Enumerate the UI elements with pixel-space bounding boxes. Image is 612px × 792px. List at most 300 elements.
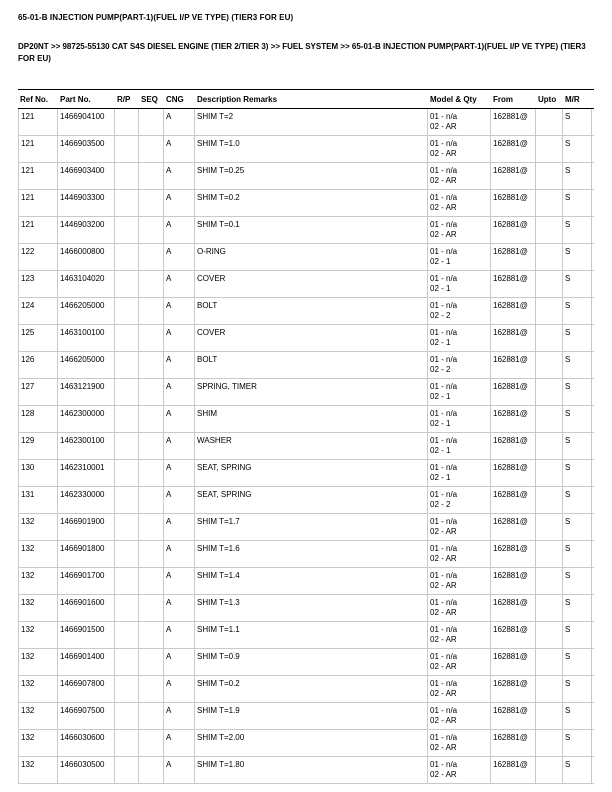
model-qty-line: 02 - AR (430, 770, 457, 780)
cell-seq (139, 514, 164, 540)
cell-description: SHIM T=1.80 (195, 757, 428, 783)
cell-description: SHIM T=1.4 (195, 568, 428, 594)
cell-ref-no: 124 (18, 298, 58, 324)
cell-model-qty (428, 487, 491, 513)
table-body (18, 109, 594, 784)
cell-part-no: 1466901400 (58, 649, 115, 675)
cell-cng: A (164, 460, 195, 486)
cell-ref-no: 121 (18, 136, 58, 162)
model-qty-line: 01 - n/a (430, 139, 458, 148)
cell-from: 162881@ (491, 487, 536, 513)
cell-description: COVER (195, 325, 428, 351)
model-qty-line: 01 - n/a (430, 679, 458, 688)
cell-part-no: 1463100100 (58, 325, 115, 351)
cell-model-qty (428, 271, 491, 297)
cell-seq (139, 244, 164, 270)
cell-model-qty (428, 217, 491, 243)
model-qty-line: 01 - n/a (430, 247, 458, 256)
cell-rp (115, 568, 139, 594)
cell-seq (139, 595, 164, 621)
cell-cng: A (164, 406, 195, 432)
cell-model-qty (428, 352, 491, 378)
cell-ref-no: 125 (18, 325, 58, 351)
cell-mr: S (563, 487, 592, 513)
cell-model-qty (428, 676, 491, 702)
cell-upto (536, 568, 563, 594)
model-qty-line: 02 - AR (430, 608, 457, 618)
cell-from: 162881@ (491, 757, 536, 783)
cell-cng: A (164, 298, 195, 324)
cell-rp (115, 433, 139, 459)
cell-model-qty (428, 406, 491, 432)
cell-ref-no: 127 (18, 379, 58, 405)
model-qty-line: 01 - n/a (430, 571, 458, 580)
cell-part-no: 1466205000 (58, 298, 115, 324)
cell-seq (139, 271, 164, 297)
cell-rp (115, 541, 139, 567)
cell-upto (536, 514, 563, 540)
model-qty-line: 01 - n/a (430, 193, 458, 202)
cell-upto (536, 595, 563, 621)
table-row (18, 352, 594, 379)
cell-ref-no: 132 (18, 757, 58, 783)
cell-model-qty (428, 163, 491, 189)
cell-cng: A (164, 568, 195, 594)
cell-upto (536, 676, 563, 702)
cell-ref-no: 131 (18, 487, 58, 513)
cell-from: 162881@ (491, 541, 536, 567)
cell-from: 162881@ (491, 703, 536, 729)
cell-rp (115, 622, 139, 648)
cell-seq (139, 190, 164, 216)
cell-description: BOLT (195, 298, 428, 324)
cell-seq (139, 460, 164, 486)
cell-rp (115, 298, 139, 324)
cell-rp (115, 649, 139, 675)
cell-rp (115, 244, 139, 270)
table-row (18, 433, 594, 460)
cell-rp (115, 730, 139, 756)
cell-mr: S (563, 649, 592, 675)
cell-model-qty (428, 595, 491, 621)
cell-mr: S (563, 622, 592, 648)
cell-part-no: 1463104020 (58, 271, 115, 297)
cell-cng: A (164, 649, 195, 675)
cell-ref-no: 132 (18, 703, 58, 729)
model-qty-line: 02 - 1 (430, 419, 451, 429)
cell-part-no: 1466903500 (58, 136, 115, 162)
cell-model-qty (428, 730, 491, 756)
cell-cng: A (164, 136, 195, 162)
cell-cng: A (164, 595, 195, 621)
cell-description: SHIM T=0.2 (195, 190, 428, 216)
cell-part-no: 1466901700 (58, 568, 115, 594)
cell-model-qty (428, 325, 491, 351)
cell-upto (536, 352, 563, 378)
cell-upto (536, 460, 563, 486)
table-row (18, 649, 594, 676)
cell-upto (536, 109, 563, 135)
cell-upto (536, 217, 563, 243)
cell-cng: A (164, 433, 195, 459)
cell-ref-no: 132 (18, 568, 58, 594)
table-row (18, 109, 594, 136)
cell-ref-no: 132 (18, 649, 58, 675)
model-qty-line: 02 - 1 (430, 338, 451, 348)
cell-part-no: 1466030500 (58, 757, 115, 783)
cell-part-no: 1466030600 (58, 730, 115, 756)
cell-part-no: 1462300100 (58, 433, 115, 459)
cell-cng: A (164, 541, 195, 567)
cell-model-qty (428, 109, 491, 135)
cell-upto (536, 406, 563, 432)
cell-rp (115, 460, 139, 486)
model-qty-line: 01 - n/a (430, 733, 458, 742)
cell-ref-no: 126 (18, 352, 58, 378)
cell-model-qty (428, 460, 491, 486)
cell-from: 162881@ (491, 730, 536, 756)
model-qty-line: 01 - n/a (430, 382, 458, 391)
column-header: M/R (565, 95, 580, 104)
model-qty-line: 02 - 2 (430, 365, 451, 375)
cell-mr: S (563, 379, 592, 405)
cell-ref-no: 123 (18, 271, 58, 297)
cell-seq (139, 676, 164, 702)
cell-from: 162881@ (491, 163, 536, 189)
model-qty-line: 01 - n/a (430, 166, 458, 175)
cell-description: SHIM T=0.2 (195, 676, 428, 702)
cell-upto (536, 136, 563, 162)
table-row (18, 676, 594, 703)
model-qty-line: 02 - AR (430, 635, 457, 645)
cell-part-no: 1466205000 (58, 352, 115, 378)
cell-description: SHIM T=2.00 (195, 730, 428, 756)
cell-upto (536, 190, 563, 216)
cell-from: 162881@ (491, 298, 536, 324)
cell-from: 162881@ (491, 460, 536, 486)
cell-from: 162881@ (491, 109, 536, 135)
cell-part-no: 1446903200 (58, 217, 115, 243)
cell-part-no: 1462310001 (58, 460, 115, 486)
cell-seq (139, 325, 164, 351)
cell-cng: A (164, 244, 195, 270)
cell-upto (536, 298, 563, 324)
model-qty-line: 02 - AR (430, 176, 457, 186)
cell-seq (139, 649, 164, 675)
cell-from: 162881@ (491, 595, 536, 621)
cell-mr: S (563, 325, 592, 351)
cell-rp (115, 352, 139, 378)
cell-mr: S (563, 352, 592, 378)
model-qty-line: 02 - AR (430, 149, 457, 159)
cell-from: 162881@ (491, 325, 536, 351)
cell-upto (536, 271, 563, 297)
model-qty-line: 01 - n/a (430, 760, 458, 769)
cell-mr: S (563, 460, 592, 486)
cell-seq (139, 298, 164, 324)
cell-mr: S (563, 541, 592, 567)
cell-part-no: 1462300000 (58, 406, 115, 432)
cell-mr: S (563, 271, 592, 297)
cell-cng: A (164, 163, 195, 189)
cell-from: 162881@ (491, 514, 536, 540)
cell-description: O-RING (195, 244, 428, 270)
table-row (18, 136, 594, 163)
cell-model-qty (428, 379, 491, 405)
model-qty-line: 02 - 2 (430, 311, 451, 321)
cell-from: 162881@ (491, 676, 536, 702)
cell-from: 162881@ (491, 622, 536, 648)
model-qty-line: 02 - 1 (430, 257, 451, 267)
cell-cng: A (164, 514, 195, 540)
model-qty-line: 01 - n/a (430, 301, 458, 310)
cell-from: 162881@ (491, 190, 536, 216)
cell-rp (115, 325, 139, 351)
cell-upto (536, 649, 563, 675)
cell-description: SHIM T=1.7 (195, 514, 428, 540)
cell-model-qty (428, 190, 491, 216)
cell-rp (115, 757, 139, 783)
column-header: From (493, 95, 513, 104)
model-qty-line: 01 - n/a (430, 544, 458, 553)
cell-seq (139, 109, 164, 135)
cell-mr: S (563, 433, 592, 459)
cell-seq (139, 406, 164, 432)
cell-mr: S (563, 703, 592, 729)
cell-seq (139, 379, 164, 405)
cell-cng: A (164, 109, 195, 135)
cell-seq (139, 730, 164, 756)
cell-mr: S (563, 136, 592, 162)
cell-part-no: 1466901800 (58, 541, 115, 567)
cell-part-no: 1466903400 (58, 163, 115, 189)
table-row (18, 298, 594, 325)
cell-rp (115, 514, 139, 540)
cell-part-no: 1466000800 (58, 244, 115, 270)
cell-rp (115, 136, 139, 162)
cell-upto (536, 433, 563, 459)
table-row (18, 514, 594, 541)
column-header: Upto (538, 95, 557, 104)
cell-ref-no: 132 (18, 595, 58, 621)
cell-cng: A (164, 352, 195, 378)
cell-cng: A (164, 271, 195, 297)
cell-mr: S (563, 109, 592, 135)
cell-description: SHIM T=0.9 (195, 649, 428, 675)
model-qty-line: 02 - 1 (430, 446, 451, 456)
table-row (18, 757, 594, 784)
cell-description: SHIM (195, 406, 428, 432)
cell-upto (536, 487, 563, 513)
cell-part-no: 1466907500 (58, 703, 115, 729)
cell-description: BOLT (195, 352, 428, 378)
cell-description: SHIM T=0.25 (195, 163, 428, 189)
cell-rp (115, 109, 139, 135)
cell-ref-no: 132 (18, 622, 58, 648)
cell-mr: S (563, 595, 592, 621)
table-row (18, 487, 594, 514)
cell-description: SHIM T=1.1 (195, 622, 428, 648)
cell-from: 162881@ (491, 271, 536, 297)
model-qty-line: 02 - AR (430, 122, 457, 132)
cell-seq (139, 163, 164, 189)
cell-cng: A (164, 190, 195, 216)
column-header: SEQ (141, 95, 158, 104)
cell-rp (115, 406, 139, 432)
cell-part-no: 1446903300 (58, 190, 115, 216)
cell-mr: S (563, 244, 592, 270)
cell-part-no: 1466904100 (58, 109, 115, 135)
cell-mr: S (563, 190, 592, 216)
cell-mr: S (563, 757, 592, 783)
cell-ref-no: 121 (18, 163, 58, 189)
cell-description: SHIM T=2 (195, 109, 428, 135)
cell-seq (139, 622, 164, 648)
cell-rp (115, 487, 139, 513)
model-qty-line: 01 - n/a (430, 463, 458, 472)
cell-cng: A (164, 487, 195, 513)
model-qty-line: 02 - 1 (430, 473, 451, 483)
cell-rp (115, 217, 139, 243)
model-qty-line: 01 - n/a (430, 517, 458, 526)
cell-upto (536, 541, 563, 567)
cell-seq (139, 487, 164, 513)
cell-description: WASHER (195, 433, 428, 459)
cell-description: COVER (195, 271, 428, 297)
cell-part-no: 1463121900 (58, 379, 115, 405)
cell-mr: S (563, 406, 592, 432)
cell-ref-no: 132 (18, 514, 58, 540)
cell-model-qty (428, 757, 491, 783)
cell-cng: A (164, 703, 195, 729)
cell-mr: S (563, 730, 592, 756)
cell-rp (115, 703, 139, 729)
cell-seq (139, 352, 164, 378)
cell-model-qty (428, 433, 491, 459)
model-qty-line: 01 - n/a (430, 598, 458, 607)
cell-cng: A (164, 757, 195, 783)
cell-model-qty (428, 622, 491, 648)
cell-ref-no: 121 (18, 109, 58, 135)
model-qty-line: 01 - n/a (430, 328, 458, 337)
cell-model-qty (428, 244, 491, 270)
cell-upto (536, 379, 563, 405)
cell-upto (536, 244, 563, 270)
cell-rp (115, 379, 139, 405)
cell-description: SEAT, SPRING (195, 460, 428, 486)
table-row (18, 325, 594, 352)
model-qty-line: 01 - n/a (430, 274, 458, 283)
model-qty-line: 01 - n/a (430, 625, 458, 634)
cell-seq (139, 568, 164, 594)
cell-part-no: 1466901600 (58, 595, 115, 621)
cell-part-no: 1462330000 (58, 487, 115, 513)
model-qty-line: 02 - AR (430, 581, 457, 591)
cell-ref-no: 121 (18, 190, 58, 216)
cell-description: SHIM T=1.6 (195, 541, 428, 567)
column-header: Description Remarks (197, 95, 278, 104)
model-qty-line: 01 - n/a (430, 355, 458, 364)
cell-upto (536, 730, 563, 756)
table-header-row (18, 89, 594, 109)
cell-mr: S (563, 298, 592, 324)
cell-model-qty (428, 568, 491, 594)
table-row (18, 595, 594, 622)
model-qty-line: 02 - AR (430, 743, 457, 753)
cell-description: SEAT, SPRING (195, 487, 428, 513)
breadcrumb: DP20NT >> 98725-55130 CAT S4S DIESEL ENGINE (TIER 2/TIER 3) >> FUEL SYSTEM >> 65-01-B INJECTION PUMP(PART-1)(FUEL I/P VE TYPE) (TIER3 FOR EU) (18, 42, 586, 63)
cell-cng: A (164, 730, 195, 756)
column-header: R/P (117, 95, 131, 104)
cell-model-qty (428, 703, 491, 729)
cell-ref-no: 132 (18, 676, 58, 702)
cell-seq (139, 541, 164, 567)
cell-from: 162881@ (491, 406, 536, 432)
model-qty-line: 01 - n/a (430, 409, 458, 418)
cell-model-qty (428, 649, 491, 675)
column-header: Part No. (60, 95, 91, 104)
model-qty-line: 01 - n/a (430, 220, 458, 229)
model-qty-line: 02 - AR (430, 203, 457, 213)
table-row (18, 568, 594, 595)
cell-mr: S (563, 568, 592, 594)
model-qty-line: 02 - 1 (430, 284, 451, 294)
cell-ref-no: 128 (18, 406, 58, 432)
cell-mr: S (563, 676, 592, 702)
cell-part-no: 1466901900 (58, 514, 115, 540)
column-header: Model & Qty (430, 95, 477, 104)
cell-seq (139, 703, 164, 729)
model-qty-line: 01 - n/a (430, 652, 458, 661)
cell-mr: S (563, 217, 592, 243)
cell-rp (115, 163, 139, 189)
table-row (18, 541, 594, 568)
model-qty-line: 01 - n/a (430, 436, 458, 445)
page-title: 65-01-B INJECTION PUMP(PART-1)(FUEL I/P VE TYPE) (TIER3 FOR EU) (18, 13, 294, 22)
cell-cng: A (164, 379, 195, 405)
cell-rp (115, 595, 139, 621)
cell-ref-no: 132 (18, 541, 58, 567)
model-qty-line: 02 - AR (430, 689, 457, 699)
cell-upto (536, 163, 563, 189)
column-header: CNG (166, 95, 184, 104)
table-row (18, 244, 594, 271)
model-qty-line: 02 - AR (430, 527, 457, 537)
cell-model-qty (428, 136, 491, 162)
table-row (18, 703, 594, 730)
cell-cng: A (164, 622, 195, 648)
table-row (18, 163, 594, 190)
table-row (18, 217, 594, 244)
cell-part-no: 1466901500 (58, 622, 115, 648)
cell-cng: A (164, 325, 195, 351)
cell-seq (139, 757, 164, 783)
model-qty-line: 01 - n/a (430, 490, 458, 499)
table-row (18, 190, 594, 217)
cell-upto (536, 757, 563, 783)
parts-table (18, 89, 594, 784)
column-header: Ref No. (20, 95, 48, 104)
cell-mr: S (563, 514, 592, 540)
cell-ref-no: 132 (18, 730, 58, 756)
cell-ref-no: 129 (18, 433, 58, 459)
cell-model-qty (428, 298, 491, 324)
cell-rp (115, 190, 139, 216)
cell-description: SPRING, TIMER (195, 379, 428, 405)
cell-description: SHIM T=1.9 (195, 703, 428, 729)
cell-model-qty (428, 541, 491, 567)
table-row (18, 730, 594, 757)
